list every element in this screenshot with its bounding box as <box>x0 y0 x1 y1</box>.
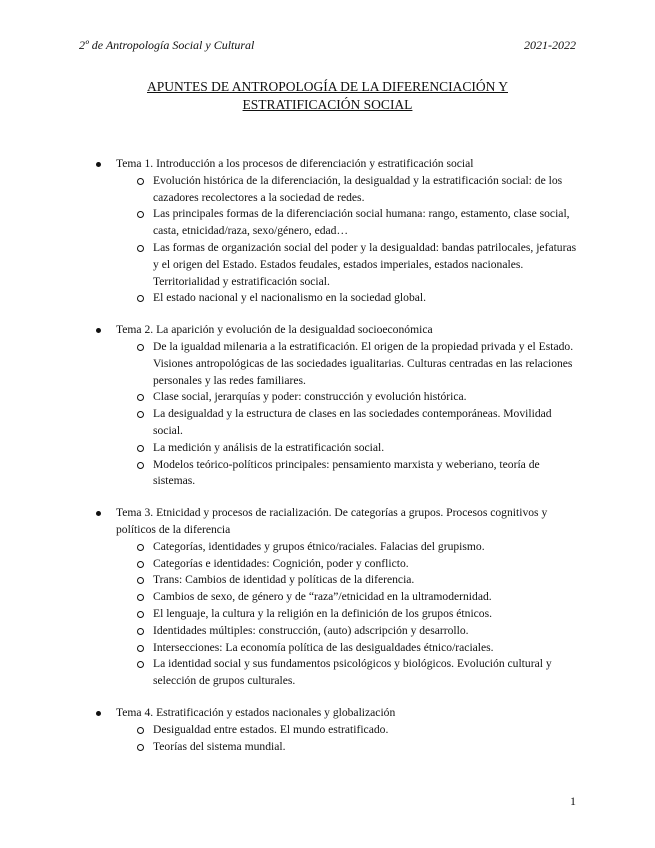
topic-4 <box>79 705 579 755</box>
document-title <box>0 78 655 114</box>
subtopic-item: Modelos teórico-políticos principales: pensamiento marxista y weberiano, teoría de sistemas. <box>116 457 579 491</box>
header-course: 2º de Antropología Social y Cultural <box>79 38 255 52</box>
subtopic-item: Las formas de organización social del poder y la desigualdad: bandas patrilocales, jefaturas y el origen del Estado. Estados feudales, estados imperiales, estados nacionales. Territorialidad y estratificación social. <box>116 240 579 290</box>
subtopic-item: Desigualdad entre estados. El mundo estratificado. <box>116 722 579 739</box>
subtopic-item: La desigualdad y la estructura de clases en las sociedades contemporáneas. Movilidad social. <box>116 406 579 440</box>
subtopic-item: Teorías del sistema mundial. <box>116 739 579 756</box>
subtopic-item: Trans: Cambios de identidad y políticas de la diferencia. <box>116 572 579 589</box>
title-line-1: APUNTES DE ANTROPOLOGÍA DE LA DIFERENCIACIÓN Y <box>147 79 508 94</box>
topic-title: Tema 4. Estratificación y estados nacionales y globalización <box>116 705 579 722</box>
subtopic-item: De la igualdad milenaria a la estratificación. El origen de la propiedad privada y el Estado. Visiones antropológicas de las sociedades igualitarias. Culturas centradas en las relaciones personales y las redes familiares. <box>116 339 579 389</box>
syllabus-content <box>79 156 579 770</box>
header-year: 2021-2022 <box>524 38 576 52</box>
subtopic-item: Identidades múltiples: construcción, (auto) adscripción y desarrollo. <box>116 623 579 640</box>
topic-2 <box>79 322 579 490</box>
subtopic-item: El lenguaje, la cultura y la religión en la definición de los grupos étnicos. <box>116 606 579 623</box>
topic-1 <box>79 156 579 307</box>
topic-3 <box>79 505 579 690</box>
subtopic-list <box>116 539 579 690</box>
title-line-2: ESTRATIFICACIÓN SOCIAL <box>242 97 413 112</box>
topic-title: Tema 3. Etnicidad y procesos de racialización. De categorías a grupos. Procesos cognitivos y políticos de la diferencia <box>116 505 579 539</box>
subtopic-item: Evolución histórica de la diferenciación, la desigualdad y la estratificación social: de los cazadores recolectores a la sociedad de redes. <box>116 173 579 207</box>
subtopic-list <box>116 173 579 307</box>
subtopic-item: Las principales formas de la diferenciación social humana: rango, estamento, clase social, casta, etnicidad/raza, sexo/género, edad… <box>116 206 579 240</box>
subtopic-item: Cambios de sexo, de género y de “raza”/etnicidad en la ultramodernidad. <box>116 589 579 606</box>
subtopic-item: Clase social, jerarquías y poder: construcción y evolución histórica. <box>116 389 579 406</box>
subtopic-item: Categorías, identidades y grupos étnico/raciales. Falacias del grupismo. <box>116 539 579 556</box>
subtopic-item: El estado nacional y el nacionalismo en la sociedad global. <box>116 290 579 307</box>
subtopic-list <box>116 339 579 490</box>
topic-title: Tema 1. Introducción a los procesos de diferenciación y estratificación social <box>116 156 579 173</box>
subtopic-item: La medición y análisis de la estratificación social. <box>116 440 579 457</box>
subtopic-item: La identidad social y sus fundamentos psicológicos y biológicos. Evolución cultural y selección de grupos culturales. <box>116 656 579 690</box>
subtopic-item: Intersecciones: La economía política de las desigualdades étnico/raciales. <box>116 640 579 657</box>
subtopic-list <box>116 722 579 756</box>
page-number: 1 <box>570 794 576 808</box>
subtopic-item: Categorías e identidades: Cognición, poder y conflicto. <box>116 556 579 573</box>
topic-title: Tema 2. La aparición y evolución de la desigualdad socioeconómica <box>116 322 579 339</box>
